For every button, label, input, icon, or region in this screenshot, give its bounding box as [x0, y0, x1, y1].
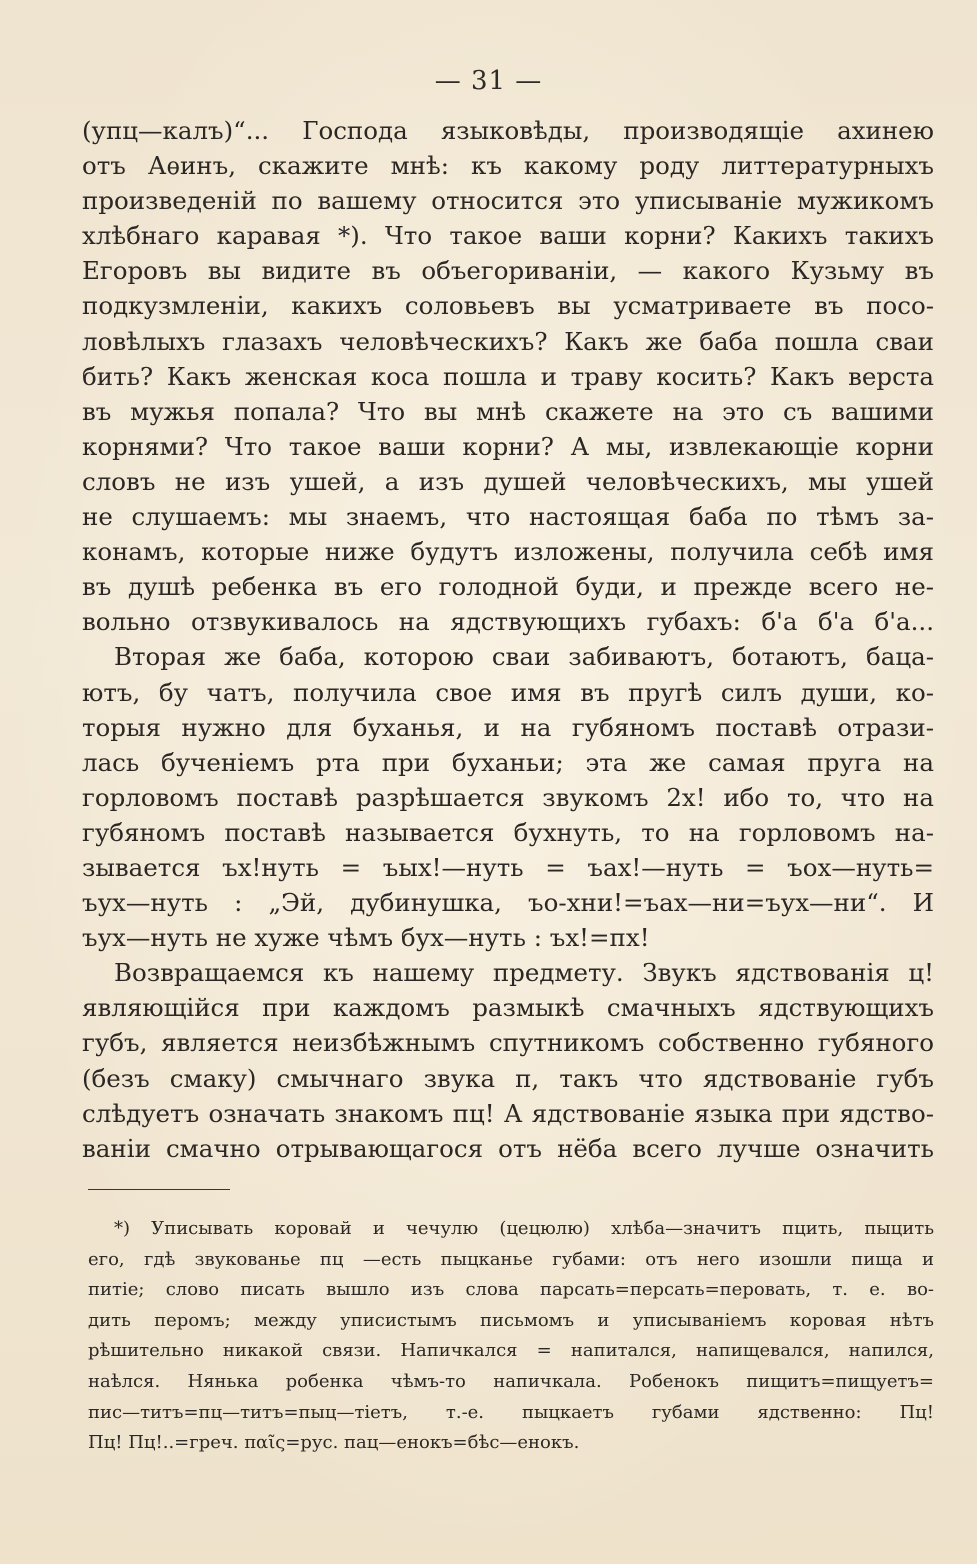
footnote-separator — [88, 1189, 230, 1190]
text-line: ютъ, бу чатъ, получила свое имя въ пругѣ силъ души, ко- — [82, 677, 934, 707]
text-line: зывается ъх!нуть = ъых!—нуть = ъах!—нуть = ъох—нуть= — [82, 852, 934, 882]
text-line: хлѣбнаго каравая *). Что такое ваши корни? Какихъ такихъ — [82, 221, 934, 251]
footnote-line: рѣшительно никакой связи. Напичкался = напитался, напищевался, напился, — [88, 1340, 934, 1362]
text-line: отъ Аѳинъ, скажите мнѣ: къ какому роду литтературныхъ — [82, 151, 934, 181]
page-number: — 31 — — [434, 66, 543, 96]
text-line: вольно отзвукивалось на ядствующихъ губахъ: б'а б'а б'а... — [82, 607, 934, 637]
text-line: подкузмленіи, какихъ соловьевъ вы усматриваете въ посо- — [82, 291, 934, 321]
text-line: горловомъ поставѣ разрѣшается звукомъ 2х! ибо то, что на — [82, 782, 934, 812]
text-line: бить? Какъ женская коса пошла и траву косить? Какъ верста — [82, 361, 934, 391]
footnote-line: пис—титъ=пц—титъ=пыц—тіетъ, т.-е. пыцкаетъ губами ядственно: Пц! — [88, 1401, 934, 1423]
text-line: не слушаемъ: мы знаемъ, что настоящая баба по тѣмъ за- — [82, 502, 934, 532]
footnote-line: Пц! Пц!..=греч. παῖς=рус. пац—енокъ=бѣс—енокъ. — [88, 1432, 580, 1454]
text-line: конамъ, которые ниже будутъ изложены, получила себѣ имя — [82, 537, 934, 567]
text-line: въ душѣ ребенка въ его голодной буди, и прежде всего не- — [82, 572, 934, 602]
text-line: ловѣлыхъ глазахъ человѣческихъ? Какъ же баба пошла сваи — [82, 326, 934, 356]
text-line: ваніи смачно отрывающагося отъ нёба всего лучше означить — [82, 1133, 934, 1163]
paragraph-start-line: Возвращаемся къ нашему предмету. Звукъ ядствованія ц! — [114, 958, 934, 988]
footnote-line: *) Уписывать коровай и чечулю (цецюлю) хлѣба—значитъ пцить, пыцить — [114, 1218, 934, 1239]
footnote-line: его, гдѣ звукованье пц —есть пыцканье губами: отъ него изошли пища и — [88, 1248, 934, 1270]
text-line: произведеній по вашему относится это уписываніе мужикомъ — [82, 186, 934, 216]
text-line: слѣдуетъ означать знакомъ пц! А ядствованіе языка при ядство- — [82, 1098, 934, 1128]
text-line: ъух—нуть не хуже чѣмъ бух—нуть : ъх!=пх! — [82, 923, 650, 953]
main-text — [82, 113, 934, 1166]
footnote-line: наѣлся. Нянька робенка чѣмъ-то напичкала. Робенокъ пищитъ=пищуетъ= — [88, 1370, 934, 1392]
footnote-line: питіе; слово писать вышло изъ слова парсать=персать=перовать, т. е. во- — [88, 1279, 934, 1301]
text-line: словъ не изъ ушей, а изъ душей человѣческихъ, мы ушей — [82, 466, 934, 496]
text-line: ъух—нуть : „Эй, дубинушка, ъо-хни!=ъах—ни=ъух—ни“. И — [82, 888, 934, 918]
text-line: губъ, является неизбѣжнымъ спутникомъ собственно губяного — [82, 1028, 934, 1058]
text-line: (упц—калъ)“... Господа языковѣды, производящіе ахинею — [82, 116, 934, 145]
text-line: являющійся при каждомъ размыкѣ смачныхъ ядствующихъ — [82, 993, 934, 1023]
text-line: губяномъ поставѣ называется бухнуть, то на горловомъ на- — [82, 817, 934, 847]
footnote — [88, 1214, 934, 1459]
paragraph-start-line: Вторая же баба, которою сваи забиваютъ, ботаютъ, бацa- — [114, 642, 934, 672]
text-line: (безъ смаку) смычнаго звука п, такъ что ядствованіе губъ — [82, 1063, 934, 1093]
text-line: корнями? Что такое ваши корни? А мы, извлекающіе корни — [82, 431, 934, 461]
text-line: лась бученіемъ рта при буханьи; эта же самая пруга на — [82, 747, 934, 777]
text-line: въ мужья попала? Что вы мнѣ скажете на это съ вашими — [82, 396, 934, 426]
text-line: торыя нужно для буханья, и на губяномъ поставѣ отрази- — [82, 712, 934, 742]
text-line: Егоровъ вы видите въ объегориваніи, — какого Кузьму въ — [82, 256, 934, 286]
footnote-line: дить перомъ; между уписистымъ письмомъ и уписываніемъ коровая нѣтъ — [88, 1309, 934, 1331]
